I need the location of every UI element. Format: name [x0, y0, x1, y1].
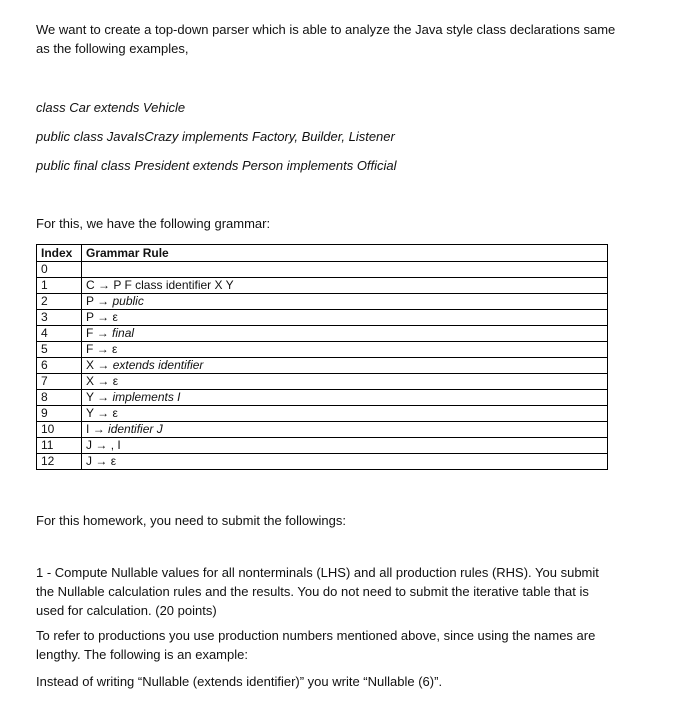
table-row	[37, 422, 608, 438]
rule-lhs: X	[86, 358, 95, 372]
table-row	[37, 326, 608, 342]
rule-index: 3	[37, 310, 82, 326]
rule-cell	[82, 390, 608, 406]
rule-cell	[82, 278, 608, 294]
arrow-icon: →	[95, 438, 108, 452]
table-row	[37, 342, 608, 358]
arrow-icon: →	[96, 342, 109, 356]
grammar-intro: For this, we have the following grammar:	[36, 216, 271, 231]
rule-rhs: ε	[112, 406, 118, 420]
rule-lhs: P	[86, 294, 94, 308]
rule-index: 1	[37, 278, 82, 294]
arrow-icon: →	[98, 278, 111, 292]
rule-lhs: J	[86, 438, 92, 452]
rule-index: 6	[37, 358, 82, 374]
rule-index: 5	[37, 342, 82, 358]
rule-lhs: I	[86, 422, 90, 436]
rule-index: 2	[37, 294, 82, 310]
homework-intro: For this homework, you need to submit the followings:	[36, 513, 346, 528]
rule-rhs: final	[112, 326, 135, 340]
arrow-icon: →	[97, 390, 110, 404]
rule-cell	[82, 310, 608, 326]
rule-cell	[82, 454, 608, 470]
rule-lhs: Y	[86, 390, 94, 404]
table-row	[37, 294, 608, 310]
rule-rhs: ε	[110, 454, 117, 468]
rule-index: 12	[37, 454, 82, 470]
example-3: public final class President extends Person implements Official	[36, 158, 397, 173]
rule-lhs: F	[86, 326, 94, 340]
rule-rhs: extends identifier	[112, 358, 204, 372]
rule-lhs: J	[86, 454, 92, 468]
rule-cell	[82, 422, 608, 438]
table-header-row	[37, 245, 608, 262]
arrow-icon: →	[97, 406, 110, 420]
rule-lhs: X	[86, 374, 95, 388]
table-row	[37, 406, 608, 422]
table-row	[37, 262, 608, 278]
arrow-icon: →	[95, 454, 108, 468]
table-row	[37, 454, 608, 470]
rule-rhs: P F class identifier X Y	[113, 278, 234, 292]
rule-cell	[82, 406, 608, 422]
table-row	[37, 278, 608, 294]
arrow-icon: →	[97, 358, 110, 372]
rule-lhs: P	[86, 310, 94, 324]
rule-cell	[82, 438, 608, 454]
rule-index: 7	[37, 374, 82, 390]
rule-index: 8	[37, 390, 82, 406]
rule-index: 4	[37, 326, 82, 342]
grammar-table	[36, 244, 608, 470]
table-row	[37, 358, 608, 374]
table-row	[37, 374, 608, 390]
table-row	[37, 310, 608, 326]
rule-index: 9	[37, 406, 82, 422]
refer-paragraph: To refer to productions you use production numbers mentioned above, since using the names are lengthy. The following is an example:	[36, 628, 596, 662]
rule-lhs: Y	[86, 406, 94, 420]
rule-lhs: C	[86, 278, 95, 292]
index-header: Index	[37, 245, 82, 262]
rule-index: 10	[37, 422, 82, 438]
rule-rhs: implements I	[112, 390, 181, 404]
rule-lhs: F	[86, 342, 94, 356]
arrow-icon: →	[97, 374, 110, 388]
rule-rhs: ε	[112, 342, 118, 356]
intro-paragraph: We want to create a top-down parser which is able to analyze the Java style class declarations same as the following examples,	[36, 22, 616, 56]
rule-cell	[82, 326, 608, 342]
arrow-icon: →	[92, 422, 105, 436]
example-1: class Car extends Vehicle	[36, 100, 186, 115]
table-row	[37, 438, 608, 454]
rule-header: Grammar Rule	[82, 245, 608, 262]
rule-index: 0	[37, 262, 82, 278]
example-2: public class JavaIsCrazy implements Factory, Builder, Listener	[36, 129, 395, 144]
rule-rhs: identifier J	[108, 422, 163, 436]
rule-rhs: public	[112, 294, 144, 308]
arrow-icon: →	[96, 326, 109, 340]
rule-rhs: ε	[112, 374, 119, 388]
rule-cell	[82, 262, 608, 278]
rule-rhs: ε	[112, 310, 118, 324]
task-1: 1 - Compute Nullable values for all nonterminals (LHS) and all production rules (RHS). You submit the Nullable calculation rules and the results. You do not need to submit the iterative table that is used for calculation. (20 points)	[36, 565, 599, 618]
rule-rhs: , I	[110, 438, 121, 452]
example-paragraph: Instead of writing “Nullable (extends identifier)” you write “Nullable (6)”.	[36, 674, 443, 689]
arrow-icon: →	[97, 310, 110, 324]
rule-cell	[82, 342, 608, 358]
rule-cell	[82, 358, 608, 374]
rule-cell	[82, 374, 608, 390]
arrow-icon: →	[97, 294, 110, 308]
rule-cell	[82, 294, 608, 310]
rule-index: 11	[37, 438, 82, 454]
table-row	[37, 390, 608, 406]
